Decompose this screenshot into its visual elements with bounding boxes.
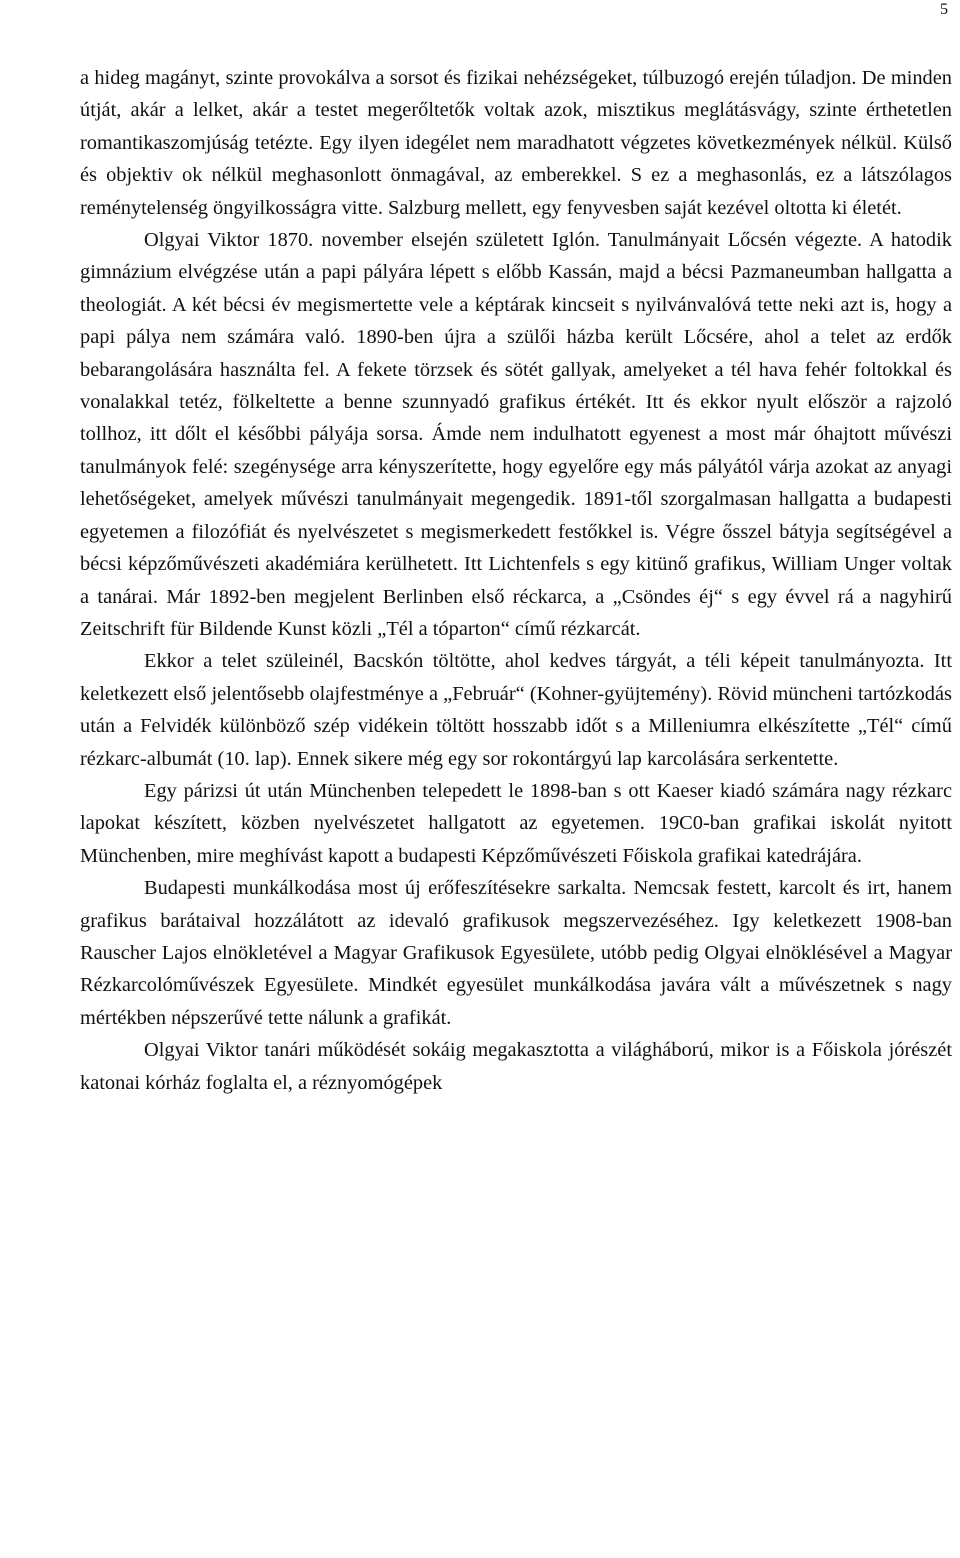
paragraph: a hideg magányt, szinte provokálva a sorsot és fizikai nehézségeket, túlbuzogó erején túladjon. De minden útját, akár a lelket, akár a testet megerőltetők voltak azok, misztikus meglátásvágy, szinte érthetetlen romantikaszomjúság tetézte. Egy ilyen idegélet nem maradhatott végzetes következmények nélkül. Külső és objektiv ok nélkül meghasonlott önmagával, az emberekkel. S ez a meghasonlás, ez a látszólagos reménytelenség öngyilkosságra vitte. Salzburg mellett, egy fenyvesben saját kezével oltotta ki életét. xyxy=(80,67,952,219)
paragraph: Olgyai Viktor 1870. november elsején született Iglón. Tanulmányait Lőcsén végezte. A hatodik gimnázium elvégzése után a papi pályára lépett s előbb Kassán, majd a bécsi Pazmaneumban hallgatta a theologiát. A két bécsi év megismertette vele a képtárak kincseit s nyilvánvalóvá tette neki azt is, hogy a papi pálya nem számára való. 1890-ben újra a szülői házba került Lőcsére, ahol a telet az erdők bebarangolására használta fel. A fekete törzsek és sötét gallyak, amelyeket a tél hava fehér foltokkal és vonalakkal tetéz, fölkeltette a benne szunnyadó grafikus értékét. Itt és ekkor nyult először a rajzoló tollhoz, itt dőlt el későbbi pályája sorsa. Ámde nem indulhatott egyenest a most már óhajtott művészi tanulmányok felé: szegénysége arra kényszerítette, hogy egyelőre egy más pályától várja azokat az anyagi lehetőségeket, amelyek művészi tanulmányait megengedik. 1891-től szorgalmasan hallgatta a budapesti egyetemen a filozófiát és nyelvészetet s megismerkedett festőkkel is. Végre ősszel bátyja segítségével a bécsi képzőművészeti akadémiára kerülhetett. Itt Lichtenfels s egy kitünő grafikus, William Unger voltak a tanárai. Már 1892-ben megjelent Berlinben első réckarca, a „Csöndes éj“ s egy évvel rá a nagyhirű Zeitschrift für Bildende Kunst közli „Tél a tóparton“ című rézkarcát. xyxy=(80,229,952,640)
paragraph: Ekkor a telet szüleinél, Bacskón töltötte, ahol kedves tárgyát, a téli képeit tanulmányozta. Itt keletkezett első jelentősebb olajfestménye a „Február“ (Kohner-gyüjtemény). Rövid müncheni tartózkodás után a Felvidék különböző szép vidékein töltött hosszabb időt s a Milleniumra elkészítette „Tél“ című rézkarc-albumát (10. lap). Ennek sikere még egy sor rokontárgyú lap karcolására serkentette. xyxy=(80,650,952,770)
text-body xyxy=(80,62,952,1099)
page-number: 5 xyxy=(940,1,948,18)
paragraph: Olgyai Viktor tanári működését sokáig megakasztotta a világháború, mikor is a Főiskola jórészét katonai kórház foglalta el, a réznyomógépek xyxy=(80,1039,952,1094)
paragraph: Egy párizsi út után Münchenben telepedett le 1898-ban s ott Kaeser kiadó számára nagy rézkarc lapokat készített, közben nyelvészetet hallgatott az egyetemen. 19C0-ban grafikai iskolát nyitott Münchenben, mire meghívást kapott a budapesti Képzőművészeti Főiskola grafikai katedrájára. xyxy=(80,779,952,867)
paragraph: Budapesti munkálkodása most új erőfeszítésekre sarkalta. Nemcsak festett, karcolt és irt, hanem grafikus barátaival hozzálátott az idevaló grafikusok megszervezéséhez. Igy keletkezett 1908-ban Rauscher Lajos elnökletével a Magyar Grafikusok Egyesülete, utóbb pedig Olgyai elnöklésével a Magyar Rézkarcolóművészek Egyesülete. Mindkét egyesület munkálkodása javára vált a művészetnek s nagy mértékben népszerűvé tette nálunk a grafikát. xyxy=(80,877,952,1029)
